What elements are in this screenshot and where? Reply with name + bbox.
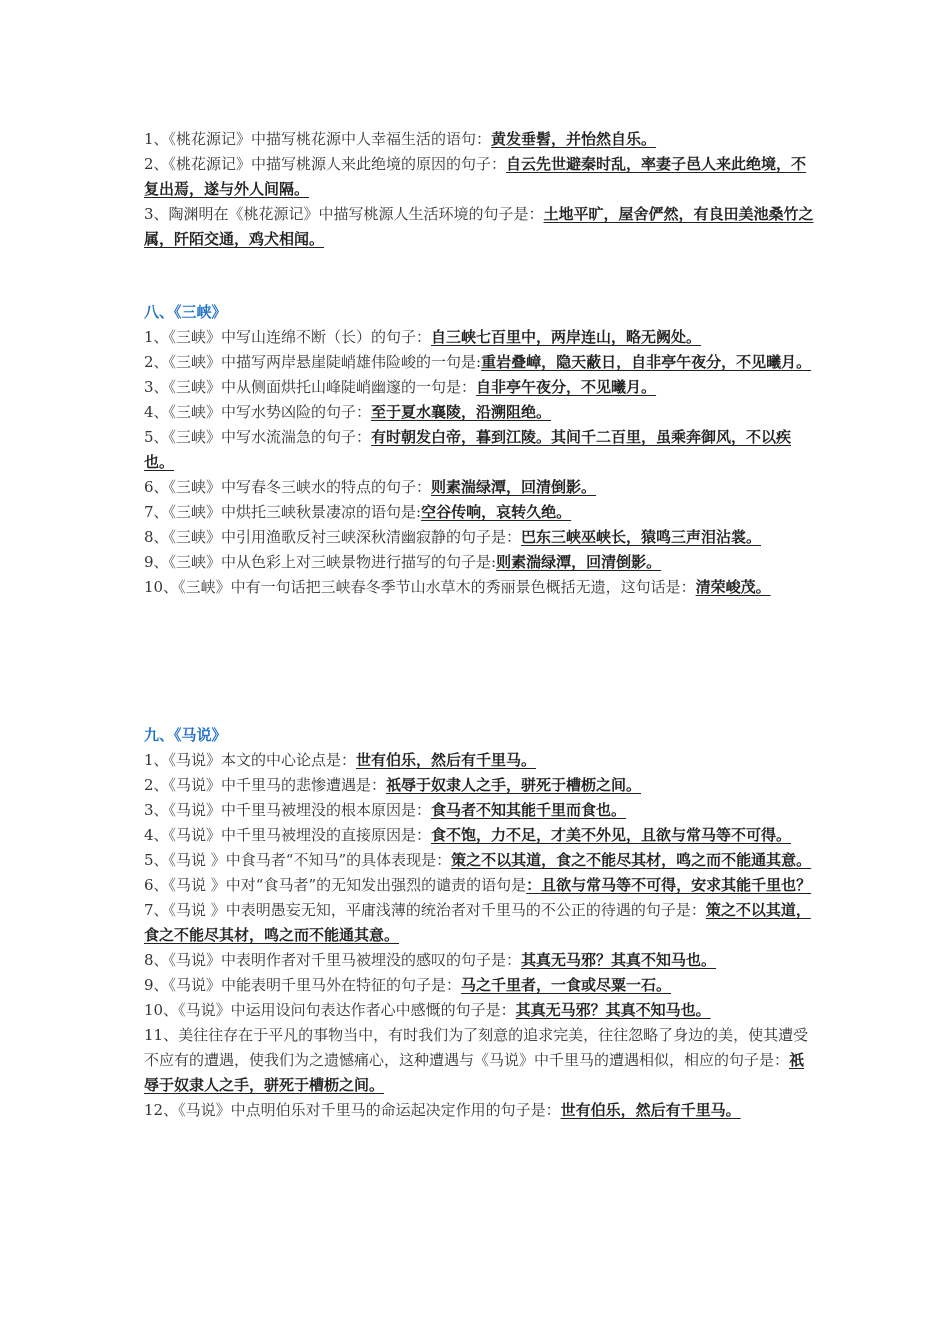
answer-text: 有时朝发白帝，暮到江陵。其间千二百里，虽乘奔御风，不以疾也。 xyxy=(144,428,792,471)
list-item xyxy=(144,848,814,873)
answer-text: 则素湍绿潭，回清倒影。 xyxy=(496,553,662,571)
list-item xyxy=(144,998,814,1023)
list-item xyxy=(144,948,814,973)
list-item xyxy=(144,550,814,575)
question-text: 6、《马说 》中对“食马者”的无知发出强烈的谴责的语句是 xyxy=(144,876,527,894)
question-text: 2、《三峡》中描写两岸悬崖陡峭雄伟险峻的一句是: xyxy=(144,353,482,371)
answer-text: 祇辱于奴隶人之手，骈死于槽枥之间。 xyxy=(386,776,642,794)
answer-text: 食不饱，力不足，才美不外见，且欲与常马等不可得。 xyxy=(431,826,792,844)
list-item xyxy=(144,748,814,773)
answer-text: 马之千里者，一食或尽粟一石。 xyxy=(461,976,672,994)
question-text: 12、《马说》中点明伯乐对千里马的命运起决定作用的句子是： xyxy=(144,1101,561,1119)
question-text: 4、《三峡》中写水势凶险的句子： xyxy=(144,403,372,421)
list-item xyxy=(144,202,814,252)
answer-text: 食马者不知其能千里而食也。 xyxy=(431,801,627,819)
question-text: 5、《马说 》中食马者“不知马”的具体表现是： xyxy=(144,851,452,869)
list-item xyxy=(144,127,814,152)
list-item xyxy=(144,898,814,948)
question-text: 3、《三峡》中从侧面烘托山峰陡峭幽邃的一句是： xyxy=(144,378,477,396)
question-text: 8、《三峡》中引用渔歌反衬三峡深秋清幽寂静的句子是： xyxy=(144,528,522,546)
question-text: 6、《三峡》中写春冬三峡水的特点的句子： xyxy=(144,478,432,496)
question-text: 1、《马说》本文的中心论点是： xyxy=(144,751,357,769)
question-text: 10、《三峡》中有一句话把三峡春冬季节山水草木的秀丽景色概括无遗，这句话是： xyxy=(144,578,696,596)
question-text: 3、《马说》中千里马被埋没的根本原因是： xyxy=(144,801,432,819)
question-text: 7、《三峡》中烘托三峡秋景凄凉的语句是: xyxy=(144,503,422,521)
list-item xyxy=(144,152,814,202)
list-item xyxy=(144,823,814,848)
list-item xyxy=(144,1023,814,1098)
answer-text: 世有伯乐，然后有千里马。 xyxy=(356,751,537,769)
answer-text: 空谷传响，哀转久绝。 xyxy=(421,503,572,521)
answer-text: 其真无马邪？其真不知马也。 xyxy=(515,1001,711,1019)
answer-text: 策之不以其道，食之不能尽其材，鸣之而不能通其意。 xyxy=(451,851,812,869)
question-text: 4、《马说》中千里马被埋没的直接原因是： xyxy=(144,826,432,844)
answer-text: 自云先世避秦时乱，率妻子邑人来此绝境，不复出焉，遂与外人间隔。 xyxy=(144,155,807,198)
section-three-gorges xyxy=(144,300,814,600)
list-item xyxy=(144,500,814,525)
answer-text: 其真无马邪？其真不知马也。 xyxy=(521,951,717,969)
list-item xyxy=(144,525,814,550)
list-item xyxy=(144,325,814,350)
answer-text: 清荣峻茂。 xyxy=(695,578,771,596)
question-text: 9、《马说》中能表明千里马外在特征的句子是： xyxy=(144,976,462,994)
section-heading: 八、《三峡》 xyxy=(144,303,227,321)
question-text: 1、《三峡》中写山连绵不断（长）的句子： xyxy=(144,328,432,346)
list-item xyxy=(144,798,814,823)
answer-text: 自非亭午夜分，不见曦月。 xyxy=(476,378,657,396)
question-text: 11、美往往存在于平凡的事物当中，有时我们为了刻意的追求完美，往往忽略了身边的美，使其遭受不应有的遭遇，使我们为之遗憾痛心，这种遭遇与《马说》中千里马的遭遇相似，相应的句子是： xyxy=(144,1026,809,1069)
answer-text: 策之不以其道，食之不能尽其材，鸣之而不能通其意。 xyxy=(144,901,811,944)
answer-text: 至于夏水襄陵，沿溯阻绝。 xyxy=(371,403,552,421)
section-ma-shuo xyxy=(144,723,814,1123)
question-text: 2、《马说》中千里马的悲惨遭遇是： xyxy=(144,776,387,794)
list-item xyxy=(144,400,814,425)
list-item xyxy=(144,350,814,375)
question-text: 7、《马说 》中表明愚妄无知，平庸浅薄的统治者对千里马的不公正的待遇的句子是： xyxy=(144,901,706,919)
list-item xyxy=(144,773,814,798)
answer-text: 黄发垂髫，并怡然自乐。 xyxy=(491,130,657,148)
list-item xyxy=(144,425,814,475)
list-item xyxy=(144,973,814,998)
answer-text: 土地平旷，屋舍俨然，有良田美池桑竹之属，阡陌交通，鸡犬相闻。 xyxy=(144,205,814,248)
section-peach-blossom xyxy=(144,127,814,252)
section-heading: 九、《马说》 xyxy=(144,726,227,744)
list-item xyxy=(144,873,814,898)
answer-text: 巴东三峡巫峡长，猿鸣三声泪沾裳。 xyxy=(521,528,762,546)
question-text: 9、《三峡》中从色彩上对三峡景物进行描写的句子是: xyxy=(144,553,497,571)
answer-text: 则素湍绿潭，回清倒影。 xyxy=(431,478,597,496)
answer-text: 自三峡七百里中，两岸连山，略无阙处。 xyxy=(431,328,702,346)
list-item xyxy=(144,375,814,400)
question-text: 2、《桃花源记》中描写桃源人来此绝境的原因的句子： xyxy=(144,155,507,173)
answer-text: 重岩叠嶂，隐天蔽日，自非亭午夜分，不见曦月。 xyxy=(481,353,812,371)
list-item xyxy=(144,1098,814,1123)
answer-text: 祇辱于奴隶人之手，骈死于槽枥之间。 xyxy=(144,1051,805,1094)
answer-text: 世有伯乐，然后有千里马。 xyxy=(560,1101,741,1119)
list-item xyxy=(144,575,814,600)
question-text: 5、《三峡》中写水流湍急的句子： xyxy=(144,428,372,446)
question-text: 1、《桃花源记》中描写桃花源中人幸福生活的语句： xyxy=(144,130,492,148)
question-text: 3、陶渊明在《桃花源记》中描写桃源人生活环境的句子是： xyxy=(144,205,544,223)
question-text: 10、《马说》中运用设问句表达作者心中感慨的句子是： xyxy=(144,1001,516,1019)
question-text: 8、《马说》中表明作者对千里马被埋没的感叹的句子是： xyxy=(144,951,522,969)
list-item xyxy=(144,475,814,500)
answer-text: ：且欲与常马等不可得，安求其能千里也？ xyxy=(526,876,812,894)
